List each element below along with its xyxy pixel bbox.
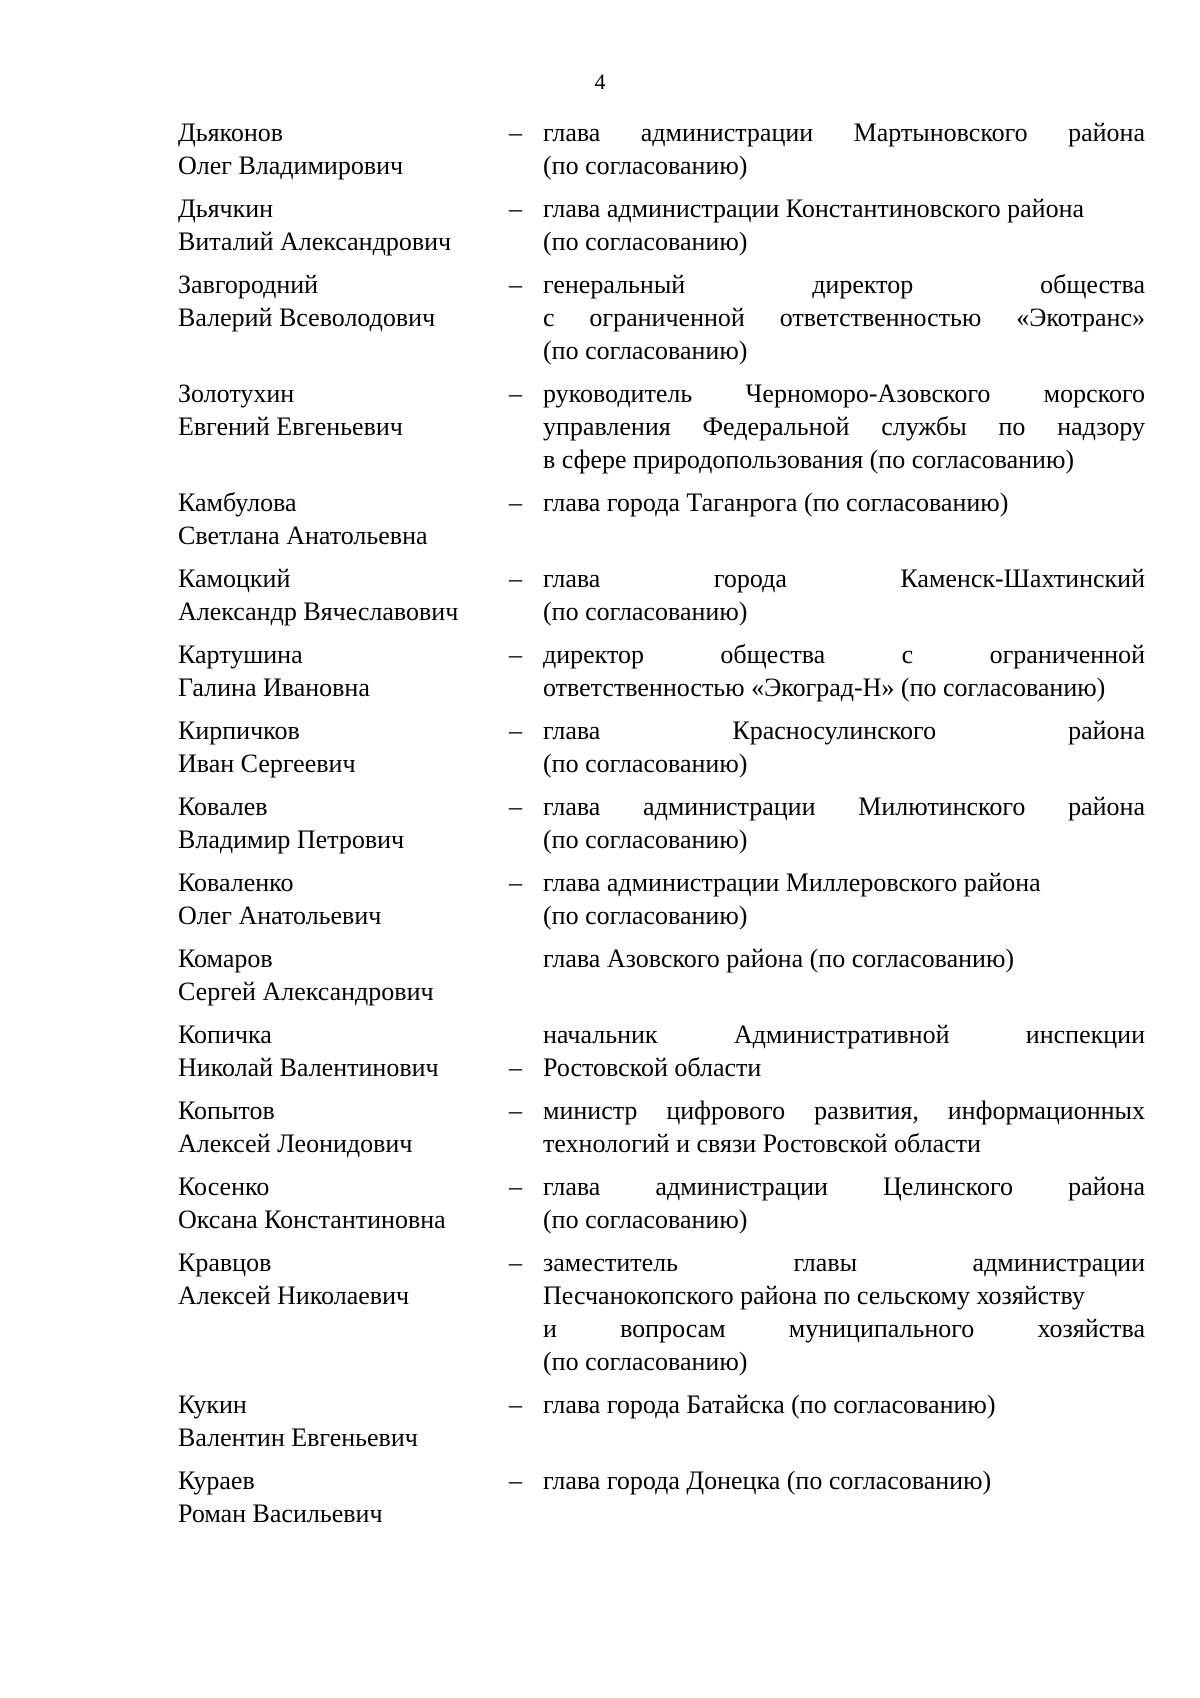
- position-line: Песчанокопского района по сельскому хозяйству: [543, 1281, 1085, 1310]
- position-line: глава администрации Миллеровского района: [543, 868, 1041, 897]
- member-given-names: Николай Валентинович: [178, 1053, 439, 1082]
- position-line: Ростовской области: [543, 1053, 762, 1082]
- position-line: в сфере природопользования (по согласованию): [543, 445, 1075, 474]
- member-position: [543, 1170, 1145, 1236]
- member-position: [543, 377, 1145, 476]
- position-line: глава города Батайска (по согласованию): [543, 1390, 996, 1419]
- position-line: заместитель главы администрации: [543, 1248, 1145, 1277]
- dash-separator: –: [509, 194, 522, 223]
- member-given-names: Владимир Петрович: [178, 825, 405, 854]
- member-name: [178, 486, 428, 552]
- position-line: и вопросам муниципального хозяйства: [543, 1314, 1145, 1343]
- position-line: глава города Каменск-Шахтинский: [543, 564, 1145, 593]
- member-position: [543, 866, 1145, 932]
- position-line: (по согласованию): [543, 901, 748, 930]
- member-entry: [0, 486, 1200, 562]
- dash-separator: –: [509, 379, 522, 408]
- member-position: [543, 268, 1145, 367]
- position-line: управления Федеральной службы по надзору: [543, 412, 1145, 441]
- member-entry: [0, 638, 1200, 714]
- member-given-names: Роман Васильевич: [178, 1499, 383, 1528]
- position-line: технологий и связи Ростовской области: [543, 1129, 981, 1158]
- member-position: [543, 1464, 1145, 1497]
- member-name: [178, 192, 451, 258]
- position-line: глава администрации Целинского района: [543, 1172, 1145, 1201]
- member-surname: Золотухин: [178, 379, 295, 408]
- member-position: [543, 790, 1145, 856]
- member-given-names: Алексей Леонидович: [178, 1129, 413, 1158]
- dash-separator: –: [509, 488, 522, 517]
- dash-separator: –: [509, 564, 522, 593]
- member-entry: [0, 714, 1200, 790]
- member-surname: Дьяконов: [178, 118, 284, 147]
- member-surname: Комаров: [178, 944, 273, 973]
- member-list: [0, 116, 1200, 1540]
- member-position: [543, 714, 1145, 780]
- page-number: 4: [594, 69, 606, 94]
- position-line: (по согласованию): [543, 1347, 748, 1376]
- member-surname: Кураев: [178, 1466, 255, 1495]
- member-name: [178, 942, 434, 1008]
- dash-separator: –: [509, 640, 522, 669]
- dash-separator: –: [509, 1172, 522, 1201]
- member-name: [178, 1094, 412, 1160]
- position-line: (по согласованию): [543, 151, 748, 180]
- member-entry: [0, 268, 1200, 377]
- member-name: [178, 1170, 446, 1236]
- member-entry: [0, 1388, 1200, 1464]
- member-entry: [0, 1464, 1200, 1540]
- member-position: [543, 1246, 1145, 1378]
- member-name: [178, 116, 403, 182]
- member-name: [178, 1388, 418, 1454]
- dash-separator: –: [509, 868, 522, 897]
- position-line: (по согласованию): [543, 336, 748, 365]
- member-name: [178, 268, 435, 334]
- member-name: [178, 1018, 439, 1084]
- position-line: глава Азовского района (по согласованию): [543, 944, 1015, 973]
- position-line: с ограниченной ответственностью «Экотранс»: [543, 303, 1145, 332]
- member-position: [543, 1388, 1145, 1421]
- member-position: [543, 1018, 1145, 1084]
- member-entry: [0, 866, 1200, 942]
- member-position: [543, 192, 1145, 258]
- member-given-names: Олег Владимирович: [178, 151, 404, 180]
- position-line: глава администрации Константиновского района: [543, 194, 1085, 223]
- dash-separator: –: [509, 118, 522, 147]
- member-name: [178, 638, 370, 704]
- position-line: генеральный директор общества: [543, 270, 1145, 299]
- member-surname: Кирпичков: [178, 716, 300, 745]
- position-line: (по согласованию): [543, 227, 748, 256]
- position-line: глава города Донецка (по согласованию): [543, 1466, 992, 1495]
- member-name: [178, 790, 404, 856]
- member-name: [178, 714, 356, 780]
- member-surname: Завгородний: [178, 270, 319, 299]
- member-given-names: Сергей Александрович: [178, 977, 434, 1006]
- member-entry: [0, 116, 1200, 192]
- member-entry: [0, 192, 1200, 268]
- member-position: [543, 486, 1145, 519]
- member-given-names: Александр Вячеславович: [178, 597, 459, 626]
- dash-separator: –: [509, 1466, 522, 1495]
- dash-separator: –: [509, 1053, 522, 1082]
- position-line: министр цифрового развития, информационных: [543, 1096, 1145, 1125]
- member-position: [543, 116, 1145, 182]
- member-surname: Кравцов: [178, 1248, 272, 1277]
- member-surname: Ковалев: [178, 792, 268, 821]
- member-entry: [0, 1246, 1200, 1388]
- member-entry: [0, 377, 1200, 486]
- member-name: [178, 1246, 409, 1312]
- member-name: [178, 562, 458, 628]
- member-given-names: Олег Анатольевич: [178, 901, 382, 930]
- member-surname: Коваленко: [178, 868, 294, 897]
- member-surname: Кукин: [178, 1390, 247, 1419]
- position-line: руководитель Черноморо-Азовского морского: [543, 379, 1145, 408]
- dash-separator: –: [509, 1096, 522, 1125]
- position-line: (по согласованию): [543, 597, 748, 626]
- member-entry: [0, 1094, 1200, 1170]
- dash-separator: –: [509, 270, 522, 299]
- dash-separator: –: [509, 716, 522, 745]
- member-surname: Камбулова: [178, 488, 297, 517]
- member-surname: Картушина: [178, 640, 303, 669]
- member-given-names: Валентин Евгеньевич: [178, 1423, 418, 1452]
- position-line: глава администрации Милютинского района: [543, 792, 1145, 821]
- member-given-names: Алексей Николаевич: [178, 1281, 410, 1310]
- member-entry: [0, 1170, 1200, 1246]
- member-entry: [0, 1018, 1200, 1094]
- position-line: глава города Таганрога (по согласованию): [543, 488, 1009, 517]
- member-given-names: Светлана Анатольевна: [178, 521, 428, 550]
- member-given-names: Галина Ивановна: [178, 673, 370, 702]
- dash-separator: –: [509, 792, 522, 821]
- member-name: [178, 377, 403, 443]
- position-line: (по согласованию): [543, 1205, 748, 1234]
- member-entry: [0, 942, 1200, 1018]
- position-line: ответственностью «Экоград-Н» (по согласованию): [543, 673, 1106, 702]
- member-entry: [0, 790, 1200, 866]
- member-given-names: Валерий Всеволодович: [178, 303, 436, 332]
- member-position: [543, 942, 1145, 975]
- member-given-names: Оксана Константиновна: [178, 1205, 446, 1234]
- member-position: [543, 638, 1145, 704]
- member-surname: Косенко: [178, 1172, 270, 1201]
- dash-separator: –: [509, 1390, 522, 1419]
- member-name: [178, 866, 381, 932]
- member-entry: [0, 562, 1200, 638]
- member-given-names: Иван Сергеевич: [178, 749, 356, 778]
- position-line: глава администрации Мартыновского района: [543, 118, 1145, 147]
- position-line: (по согласованию): [543, 749, 748, 778]
- position-line: глава Красносулинского района: [543, 716, 1145, 745]
- member-position: [543, 1094, 1145, 1160]
- member-position: [543, 562, 1145, 628]
- member-given-names: Виталий Александрович: [178, 227, 452, 256]
- dash-separator: –: [509, 1248, 522, 1277]
- position-line: (по согласованию): [543, 825, 748, 854]
- member-given-names: Евгений Евгеньевич: [178, 412, 403, 441]
- member-surname: Камоцкий: [178, 564, 291, 593]
- member-surname: Копытов: [178, 1096, 275, 1125]
- member-surname: Дьячкин: [178, 194, 274, 223]
- position-line: начальник Административной инспекции: [543, 1020, 1145, 1049]
- member-name: [178, 1464, 383, 1530]
- member-surname: Копичка: [178, 1020, 272, 1049]
- position-line: директор общества с ограниченной: [543, 640, 1145, 669]
